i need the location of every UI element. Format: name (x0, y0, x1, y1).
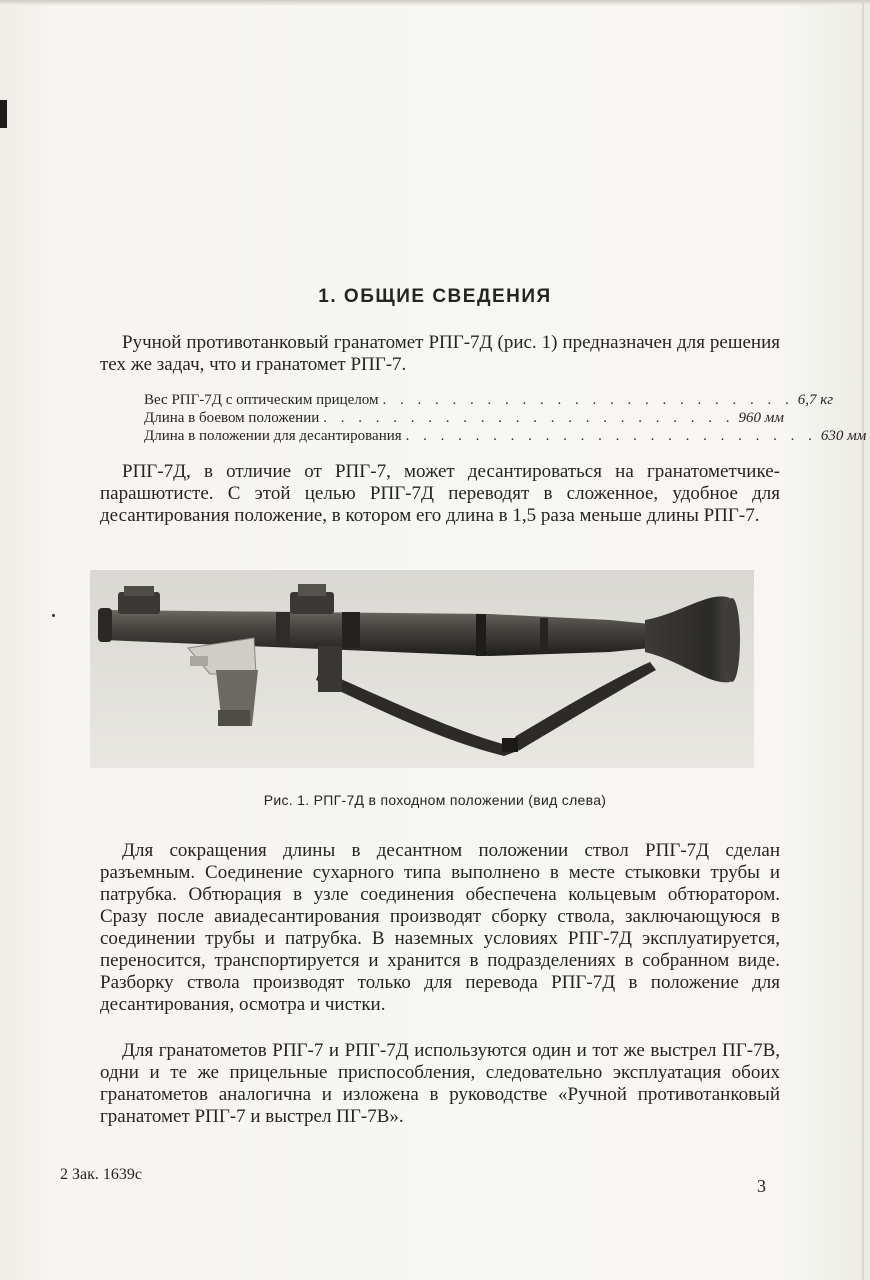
spec-label: Вес РПГ-7Д с оптическим прицелом (144, 392, 379, 408)
paragraph-4: Для гранатометов РПГ-7 и РПГ-7Д используются один и тот же выстрел ПГ-7В, одни и те же прицельные приспособления, следовательно эксплуатация обоих гранатометов аналогична и изложена в руководстве «Ручной противотанковый гранатомет РПГ-7 и выстрел ПГ-7В». (100, 1040, 780, 1127)
ink-dot (52, 614, 55, 617)
figure-rpg7d-photo (90, 570, 754, 768)
specs-list (144, 391, 867, 445)
page-number: 3 (757, 1176, 766, 1196)
intro-paragraph: Ручной противотанковый гранатомет РПГ-7Д (рис. 1) предназначен для решения тех же задач, что и гранатомет РПГ-7. (100, 332, 780, 375)
paragraph-3: Для сокращения длины в десантном положении ствол РПГ-7Д сделан разъемным. Соединение сухарного типа выполнено в месте стыковки трубы и патрубка. Обтюрация в узле соединения обеспечена кольцевым обтюратором. Сразу после авиадесантирования производят сборку ствола, заключающуюся в соединении трубы и патрубка. В наземных условиях РПГ-7Д эксплуатируется, переносится, транспортируется и хранится в подразделениях в собранном виде. Разборку ствола производят только для перевода РПГ-7Д в положение для десантирования, осмотра и чистки. (100, 840, 780, 1015)
page-top-edge (0, 0, 870, 6)
spec-row-length-combat (144, 409, 784, 427)
rpg-launcher-illustration (90, 570, 754, 768)
spec-row-weight (144, 391, 834, 409)
section-title: 1. ОБЩИЕ СВЕДЕНИЯ (318, 286, 552, 307)
spec-value: 630 мм (820, 428, 867, 444)
page-right-edge (862, 0, 864, 1280)
spec-row-length-landing (144, 427, 867, 445)
leader-dots: . . . . . . . . . . . . . . . . . . . . . . . . (382, 392, 794, 408)
print-order-number: 2 Зак. 1639с (60, 1166, 142, 1183)
paragraph-2: РПГ-7Д, в отличие от РПГ-7, может десантироваться на гранатометчике-парашютисте. С этой целью РПГ-7Д переводят в сложенное, удобное для десантирования положение, в котором его длина в 1,5 раза меньше длины РПГ-7. (100, 461, 780, 526)
spec-label: Длина в положении для десантирования (144, 428, 402, 444)
figure-caption: Рис. 1. РПГ-7Д в походном положении (вид слева) (263, 792, 607, 808)
spec-label: Длина в боевом положении (144, 410, 320, 426)
binding-mark (0, 100, 7, 128)
spec-value: 6,7 кг (797, 392, 834, 408)
leader-dots: . . . . . . . . . . . . . . . . . . . . . . . . (405, 428, 817, 444)
leader-dots: . . . . . . . . . . . . . . . . . . . . . . . . (323, 410, 735, 426)
spec-value: 960 мм (738, 410, 784, 426)
